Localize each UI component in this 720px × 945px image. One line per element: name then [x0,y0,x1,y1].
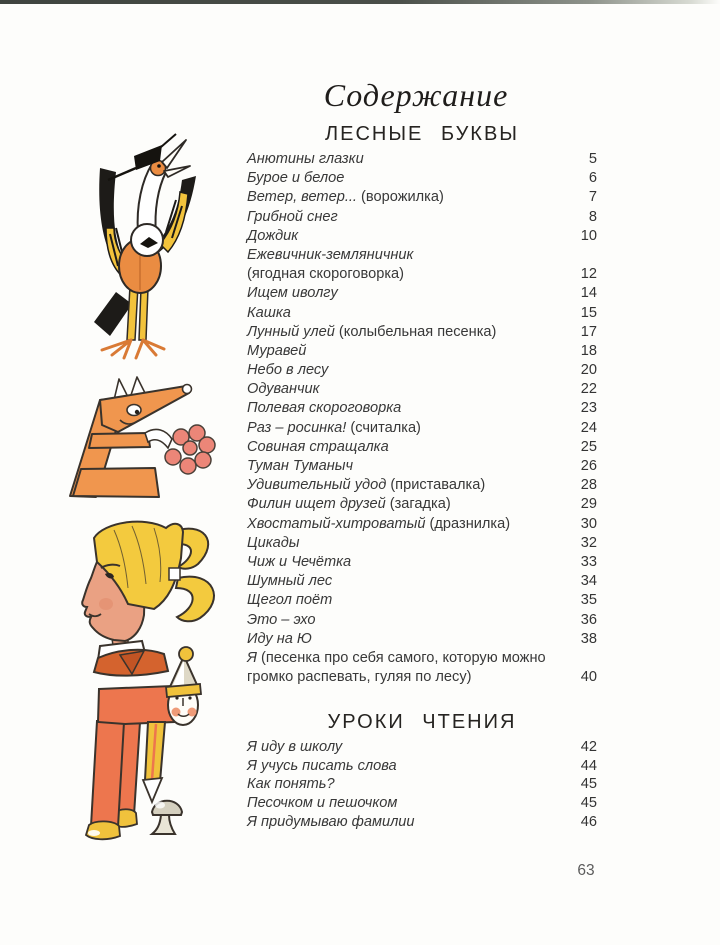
toc-entry-title: Это – эхо [247,611,316,628]
toc-entry-page: 15 [580,304,597,321]
toc-entry-page: 14 [580,285,597,302]
toc-entry [247,775,597,794]
toc-entry-page: 30 [580,515,597,532]
toc-entry-page: 12 [580,266,597,283]
toc-entry [247,457,597,476]
toc-entry-page: 10 [580,227,597,244]
toc-entry [247,630,597,649]
toc-row [247,304,597,323]
toc-entry-title: Я (песенка про себя самого, которую можно [247,649,546,666]
toc-entry-page: 32 [580,534,597,551]
toc-entry-page: 18 [580,342,597,359]
toc-entry-page: 28 [580,477,597,494]
toc-entry-title: Лунный улей (колыбельная песенка) [247,323,497,340]
toc-entry [247,323,597,342]
toc-entry-title: Удивительный удод (приставалка) [247,477,486,494]
toc-entry-title: Я иду в школу [247,739,343,756]
toc-entry [247,399,597,418]
toc-entry [247,188,597,207]
toc-entry-title: Я учусь писать слова [247,757,397,774]
toc-entry [247,438,597,457]
toc-entry [247,813,597,832]
toc-entry-page: 40 [580,669,597,686]
toc-entry-title: Полевая скороговорка [247,400,402,417]
toc-row [247,668,597,687]
toc-row [247,323,597,342]
toc-entry [247,757,597,776]
toc-entry-title: Бурое и белое [247,170,345,187]
toc-entry [247,515,597,534]
toc-list [247,150,597,687]
toc-entry-title: Шумный лес [247,573,333,590]
toc-entry-page: 33 [580,553,597,570]
toc-row [247,591,597,610]
toc-entry [247,649,597,687]
toc-entry [247,419,597,438]
toc-row [247,342,597,361]
letter-e-fox-illustration [58,376,226,506]
toc-entry [247,208,597,227]
toc-entry [247,534,597,553]
toc-row [247,649,597,668]
toc-entry [247,380,597,399]
toc-entry-title: Я придумываю фамилии [247,813,415,830]
section-heading: УРОКИ ЧТЕНИЯ [327,711,517,734]
gnome-letter-g-illustration [82,645,227,857]
toc-row [247,169,597,188]
toc-row [247,757,597,776]
toc-row [247,515,597,534]
toc-entry-title: Ежевичник-земляничник [247,246,414,263]
toc-row [247,208,597,227]
toc-row [247,227,597,246]
toc-entry-title: Цикады [247,534,300,551]
toc-row [247,284,597,303]
toc-row [247,630,597,649]
toc-entry-page: 6 [588,170,597,187]
toc-entry-title: Щегол поёт [247,592,333,609]
toc-entry [247,304,597,323]
toc-entry-title: громко распевать, гуляя по лесу) [247,669,472,686]
toc-entry [247,495,597,514]
toc-entry-title: Небо в лесу [247,362,329,379]
toc-entry-title: Иду на Ю [247,630,312,647]
section-heading: ЛЕСНЫЕ БУКВЫ [324,123,520,145]
toc-row [247,476,597,495]
toc-entry [247,284,597,303]
toc-entry-page: 17 [580,323,597,340]
toc-entry [247,169,597,188]
toc-entry-title: Грибной снег [247,208,338,225]
toc-row [247,775,597,794]
toc-entry-title: Хвостатый-хитроватый (дразнилка) [247,515,511,532]
toc-entry-title: Туман Туманыч [247,458,354,474]
toc-entry-page: 25 [580,438,597,455]
toc-entry-page: 7 [588,189,597,206]
toc-entry-page: 46 [580,813,597,830]
toc-row [247,813,597,832]
toc-row [247,380,597,399]
toc-row [247,572,597,591]
toc-entry [247,361,597,380]
toc-entry-page: 35 [580,592,597,609]
toc-row [247,794,597,813]
toc-entry-title: Ищем иволгу [247,285,338,302]
toc-row [247,399,597,418]
toc-entry-title: Филин ищет друзей (загадка) [247,496,451,513]
toc-entry [247,553,597,572]
toc-entry-page: 5 [588,151,597,167]
toc-row [247,246,597,265]
toc-row [247,553,597,572]
toc-entry-page: 34 [580,573,597,590]
toc-entry-title: Муравей [247,342,307,359]
toc-entry [247,611,597,630]
toc-entry-page: 36 [580,611,597,628]
toc-sections [247,122,597,831]
toc-entry [247,150,597,169]
toc-entry [247,342,597,361]
toc-row [247,150,597,169]
toc-row [247,361,597,380]
toc-entry-title: Одуванчик [247,381,320,398]
toc-entry-page: 23 [580,400,597,417]
toc-entry-page: 20 [580,362,597,379]
toc-entry-title: Дождик [247,227,299,244]
toc-entry-title: Совиная стращалка [247,438,389,455]
toc-row [247,495,597,514]
toc-entry-page: 26 [580,458,597,474]
toc-entry-page: 45 [580,795,597,812]
toc-row [247,438,597,457]
toc-entry-page: 29 [580,496,597,513]
toc-row [247,419,597,438]
toc-entry-title: (ягодная скороговорка) [247,266,405,283]
toc-entry-page: 44 [580,757,597,774]
toc-row [247,534,597,553]
toc-entry [247,246,597,284]
toc-entry-page: 38 [580,630,597,647]
page-number: 63 [577,862,595,879]
toc-entry [247,794,597,813]
toc-entry-title: Раз – росинка! (считалка) [247,419,421,436]
toc-content [247,76,597,831]
toc-entry-title: Ветер, ветер... (ворожилка) [247,189,444,206]
singing-bird-illustration [50,128,222,374]
page-top-edge [0,0,720,4]
toc-entry [247,591,597,610]
toc-entry [247,476,597,495]
page-title: Содержание [323,77,509,113]
toc-entry-page: 24 [580,419,597,436]
toc-row [247,265,597,284]
toc-row [247,611,597,630]
toc-row [247,188,597,207]
toc-row [247,457,597,476]
toc-entry-title: Кашка [247,304,291,321]
toc-entry-title: Чиж и Чечётка [247,553,352,570]
toc-entry-page: 42 [580,739,597,756]
toc-entry [247,572,597,591]
toc-entry-page: 8 [588,208,597,225]
toc-list [247,738,597,831]
toc-entry-title: Песочком и пешочком [247,795,398,812]
toc-entry-title: Анютины глазки [247,151,364,167]
toc-entry [247,227,597,246]
toc-entry [247,738,597,757]
toc-entry-page: 45 [580,776,597,793]
toc-row [247,738,597,757]
toc-entry-title: Как понять? [247,776,335,793]
toc-entry-page: 22 [580,381,597,398]
